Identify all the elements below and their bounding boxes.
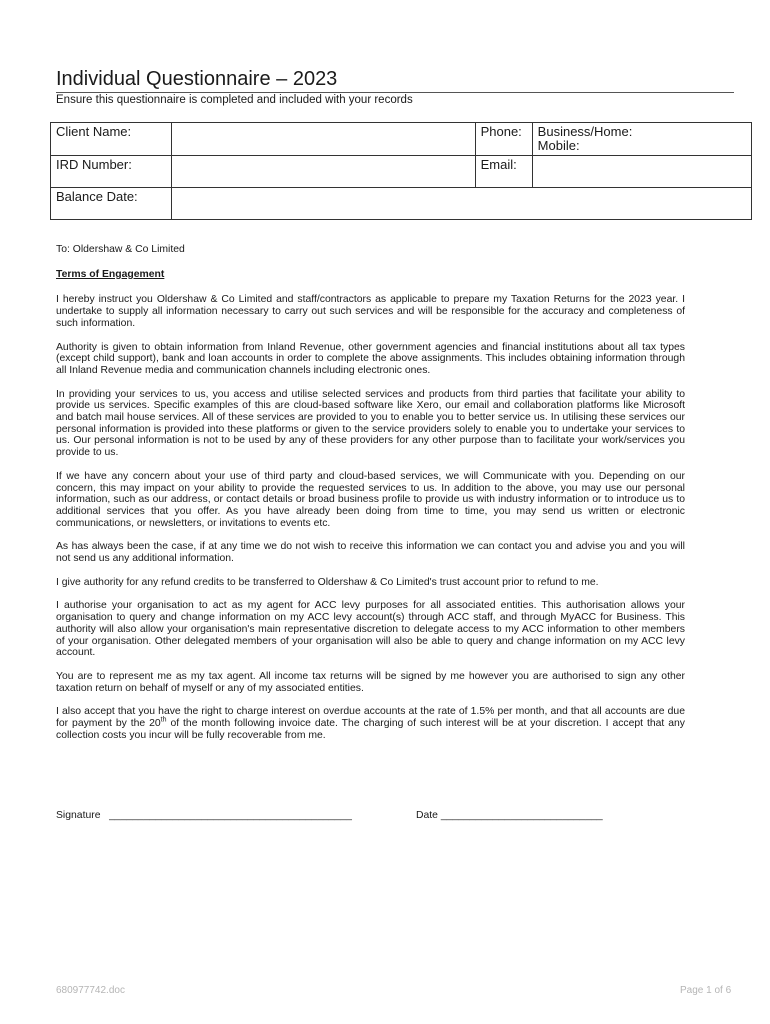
signature-line[interactable]: __________________________________________ — [109, 810, 352, 821]
paragraph-interest — [56, 706, 685, 741]
business-home-label: Business/Home: — [537, 124, 633, 139]
client-details-table — [50, 122, 752, 220]
email-label: Email: — [475, 156, 532, 188]
to-line: To: Oldershaw & Co Limited — [56, 244, 185, 255]
paragraph-third-party: In providing your services to us, you access and utilise selected services and products from third parties that facilitate your ability to provide us services. Specific examples of this are cloud-based software like Xero, our email and collaboration platforms like Microsoft and batch mail house services. All of these services are provided to you to enable you to better service us. In utilising these services our personal information is provided into these platforms or given to the service providers solely to enable you to undertake your services to us. Our personal information is not to be used by any of these providers for any other purpose than to facilitate your work/services you provide to us. — [56, 388, 685, 459]
paragraph-refund: I give authority for any refund credits to be transferred to Oldershaw & Co Limited's trust account prior to refund to me. — [56, 576, 599, 588]
footer-page-number: Page 1 of 6 — [680, 985, 732, 996]
client-name-field[interactable] — [172, 123, 475, 156]
paragraph-concern: If we have any concern about your use of third party and cloud-based services, we will Communicate with you. Depending on our concern, this may impact on your ability to provide the requested services to us. In addition to the above, you may use our personal information, such as our address, or contact details or broad business profile to provide us with industry information or to introduce us to additional services that you offer. As you have already been doing from time to time, you may send us written or electronic communications, or newsletters, or invitations to events etc. — [56, 470, 685, 529]
balance-date-label: Balance Date: — [51, 188, 172, 220]
ird-number-label: IRD Number: — [51, 156, 172, 188]
phone-label: Phone: — [475, 123, 532, 156]
paragraph-authority: Authority is given to obtain information from Inland Revenue, other government agencies and financial institutions about all tax types (except child support), bank and loan accounts in order to complete the above assignments. This includes obtaining information through all Inland Revenue media and communication channels including electronic ones. — [56, 341, 685, 376]
email-field[interactable] — [532, 156, 751, 188]
page-title: Individual Questionnaire – 2023 — [56, 68, 338, 90]
interest-sup: th — [160, 716, 167, 724]
date-line[interactable]: ____________________________ — [440, 810, 603, 821]
paragraph-tax-agent: You are to represent me as my tax agent. All income tax returns will be signed by me however you are authorised to sign any other taxation return on behalf of myself or any of my associated entities. — [56, 670, 685, 694]
ird-number-field[interactable] — [172, 156, 475, 188]
phone-field[interactable] — [532, 123, 751, 156]
interest-text-a: I also accept that you have the right to charge interest on overdue accounts at the rate of 1.5% per month, and that all accounts are due for payment by the 20 — [56, 706, 685, 730]
signature-label: Signature — [56, 810, 101, 821]
date-row — [416, 810, 603, 821]
title-divider — [56, 92, 734, 93]
date-label: Date — [416, 810, 438, 821]
paragraph-instruction: I hereby instruct you Oldershaw & Co Limited and staff/contractors as applicable to prepare my Taxation Returns for the 2023 year. I undertake to supply all information necessary to carry out such services and will be responsible for the accuracy and completeness of such information. — [56, 294, 685, 329]
mobile-label: Mobile: — [537, 138, 580, 153]
footer-doc-id: 680977742.doc — [56, 985, 125, 996]
balance-date-field[interactable] — [172, 188, 752, 220]
engagement-letter — [56, 244, 685, 754]
interest-text-b: of the month following invoice date. The charging of such interest will be at your discretion. I accept that any collection costs you incur will be fully recoverable from me. — [56, 718, 685, 741]
client-name-label: Client Name: — [51, 123, 172, 156]
signature-row — [56, 810, 352, 821]
paragraph-acc: I authorise your organisation to act as my agent for ACC levy purposes for all associated entities. This authorisation allows your organisation to query and change information on my ACC levy account(s) through ACC staff, and through MyACC for Business. This authority will also allow your organisation's main representative discretion to delegate access to my ACC information to other members of your organisation. Other delegated members of your organisation will also be able to query and change information on my ACC levy account. — [56, 600, 685, 659]
paragraph-opt-out: As has always been the case, if at any time we do not wish to receive this information we can contact you and advise you and you will not send us any additional information. — [56, 541, 685, 565]
page-subtitle: Ensure this questionnaire is completed and included with your records — [56, 94, 413, 106]
terms-heading: Terms of Engagement — [56, 268, 165, 280]
